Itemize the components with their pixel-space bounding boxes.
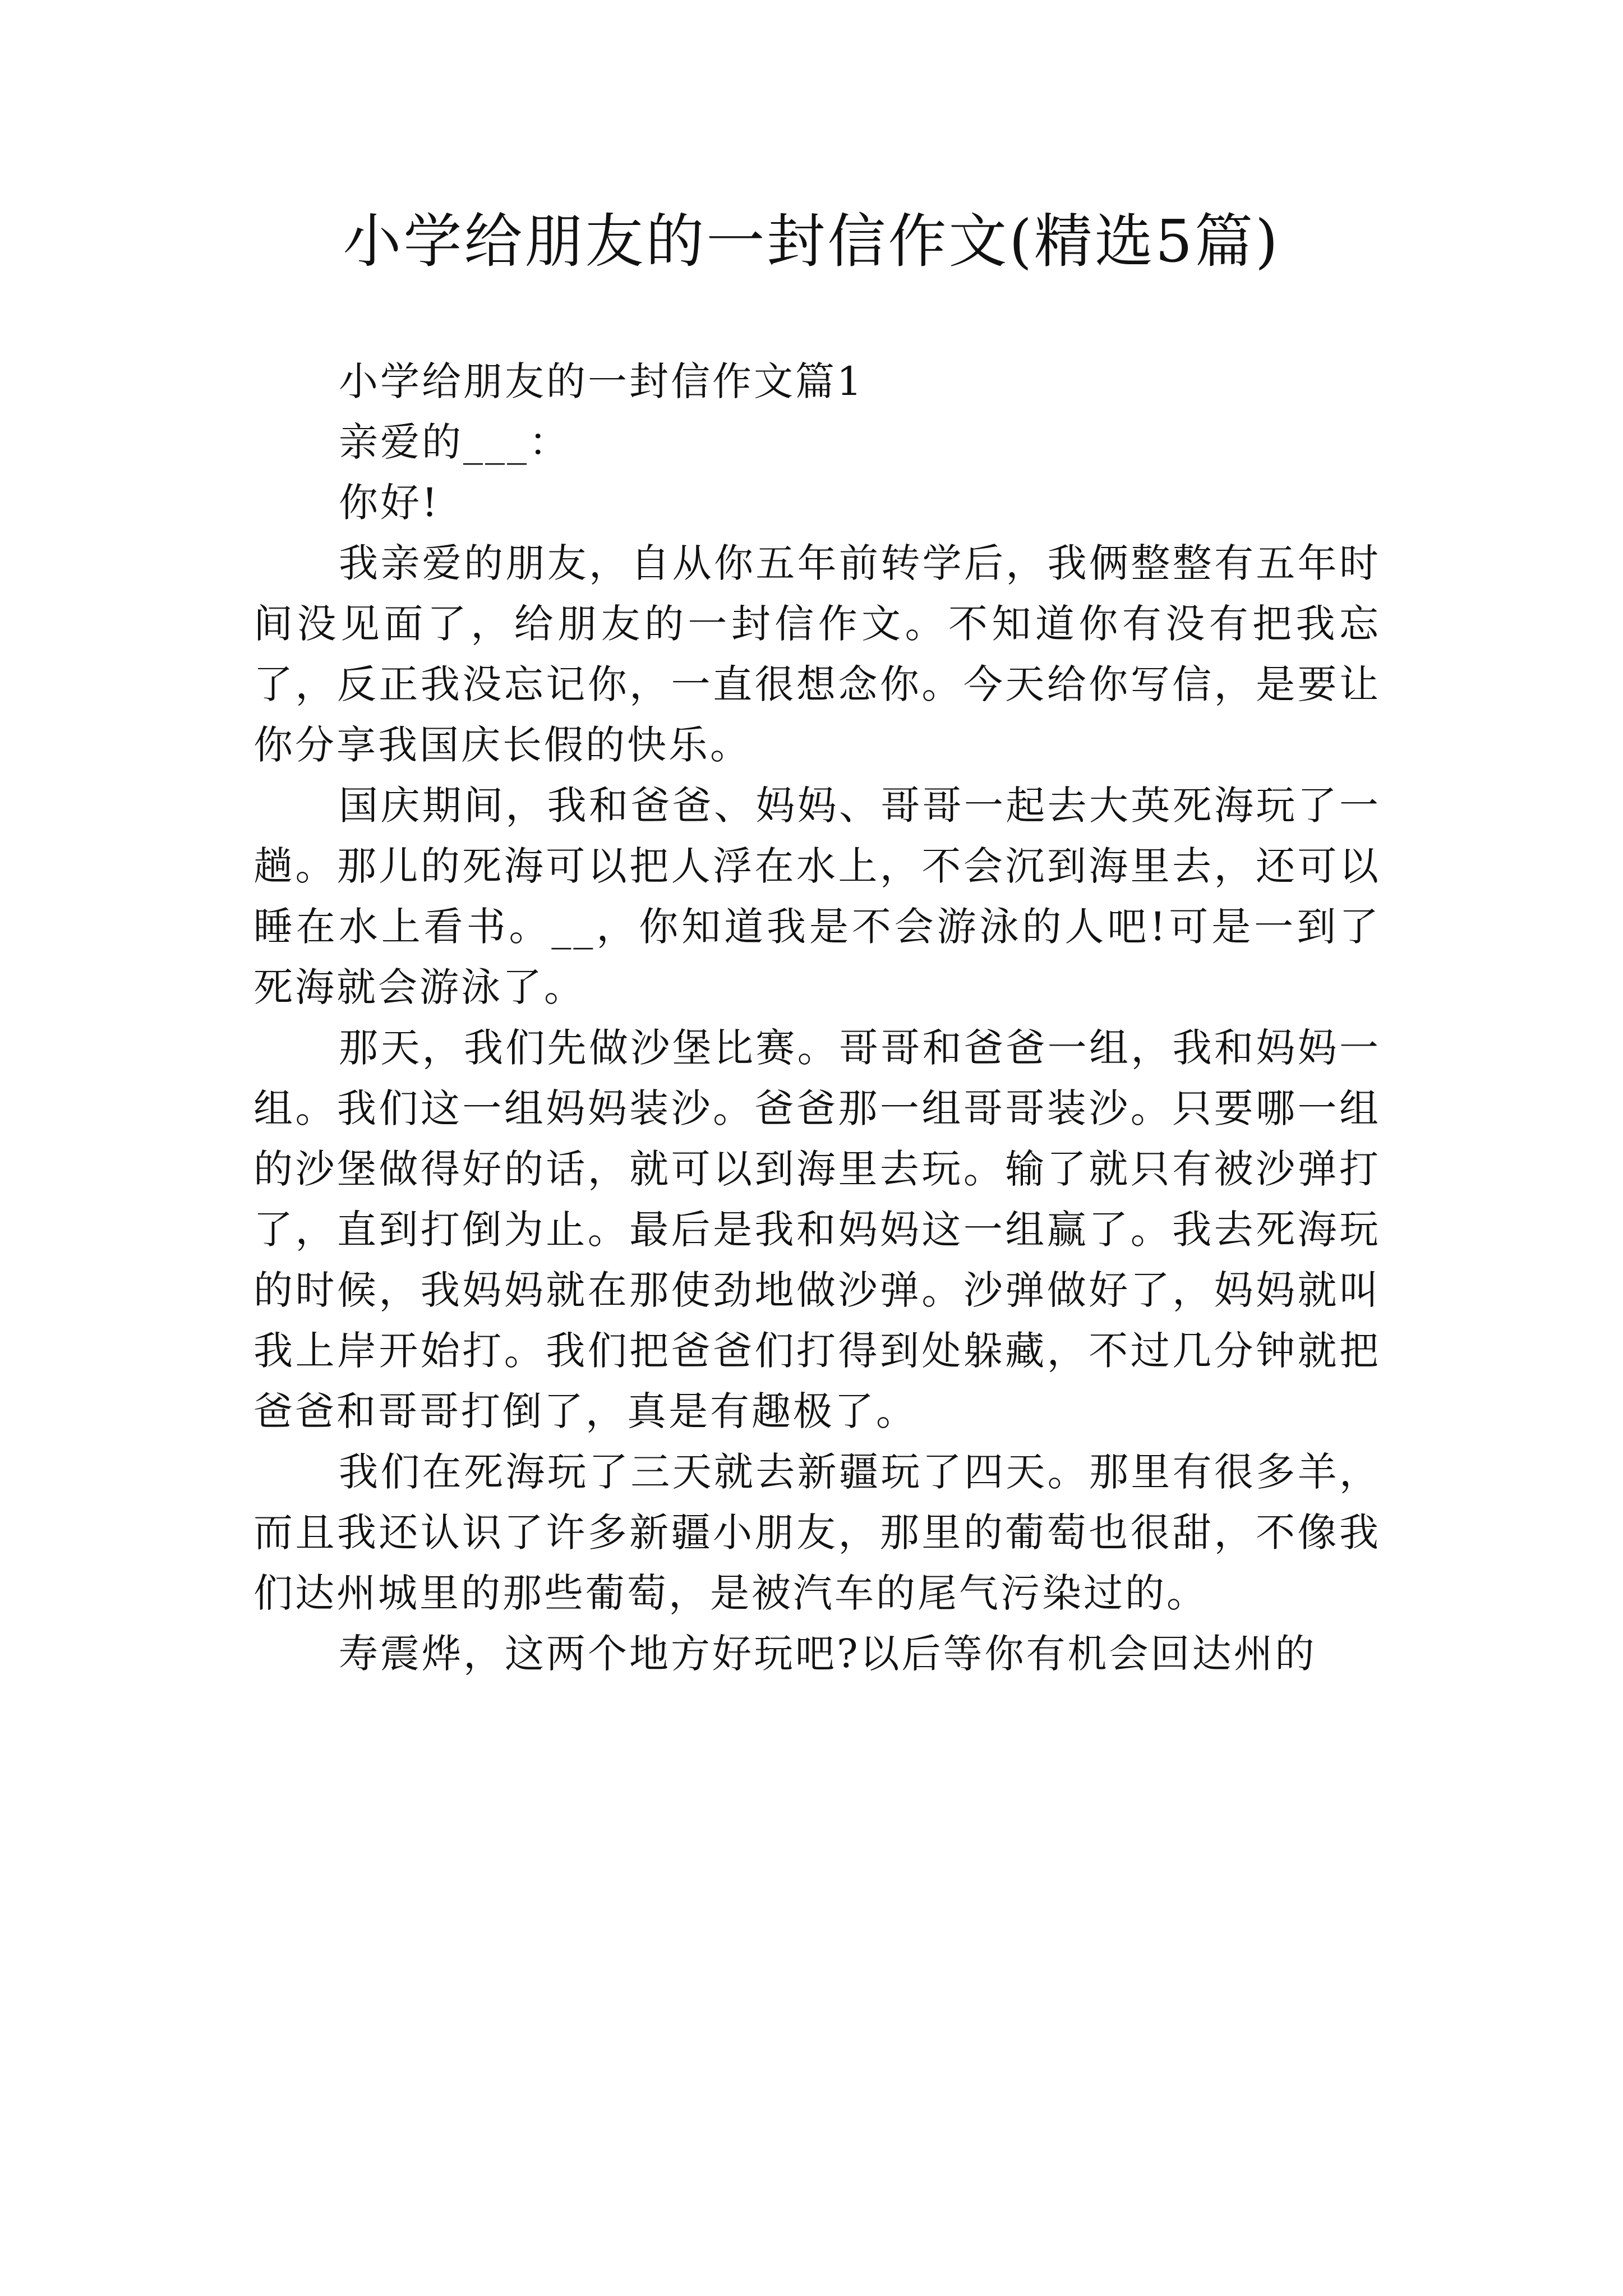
salutation: 亲爱的___： bbox=[339, 419, 570, 465]
paragraph: 国庆期间，我和爸爸、妈妈、哥哥一起去大英死海玩了一趟。那儿的死海可以把人浮在水上，不会沉到海里去，还可以睡在水上看书。__，你知道我是不会游泳的人吧!可是一到了死海就会游泳了。 bbox=[253, 783, 1381, 1010]
article-body bbox=[253, 351, 1381, 1684]
section-heading: 小学给朋友的一封信作文篇1 bbox=[339, 358, 864, 404]
paragraph: 我亲爱的朋友，自从你五年前转学后，我俩整整有五年时间没见面了，给朋友的一封信作文。不知道你有没有把我忘了，反正我没忘记你，一直很想念你。今天给你写信，是要让你分享我国庆长假的快乐。 bbox=[253, 540, 1381, 768]
document-title: 小学给朋友的一封信作文(精选5篇) bbox=[343, 207, 1280, 275]
paragraph: 寿震烨，这两个地方好玩吧?以后等你有机会回达州的 bbox=[339, 1631, 1317, 1677]
greeting-line: 你好! bbox=[339, 480, 440, 526]
paragraph: 我们在死海玩了三天就去新疆玩了四天。那里有很多羊，而且我还认识了许多新疆小朋友，那里的葡萄也很甜，不像我们达州城里的那些葡萄，是被汽车的尾气污染过的。 bbox=[253, 1449, 1381, 1616]
paragraph: 那天，我们先做沙堡比赛。哥哥和爸爸一组，我和妈妈一组。我们这一组妈妈装沙。爸爸那一组哥哥装沙。只要哪一组的沙堡做得好的话，就可以到海里去玩。输了就只有被沙弹打了，直到打倒为止。最后是我和妈妈这一组赢了。我去死海玩的时候，我妈妈就在那使劲地做沙弹。沙弹做好了，妈妈就叫我上岸开始打。我们把爸爸们打得到处躲藏，不过几分钟就把爸爸和哥哥打倒了，真是有趣极了。 bbox=[253, 1025, 1381, 1434]
